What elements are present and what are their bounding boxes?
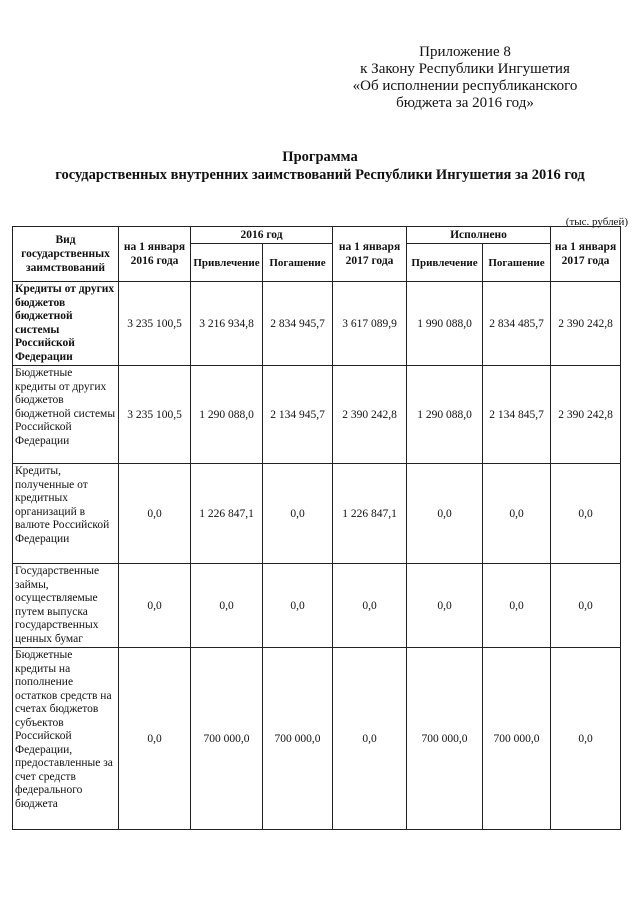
cell-value: 1 226 847,1 (333, 464, 407, 564)
header-jan-2016: на 1 января 2016 года (119, 227, 191, 282)
header-repayment-executed: Погашение (483, 244, 551, 282)
cell-value: 0,0 (119, 464, 191, 564)
header-repayment: Погашение (263, 244, 333, 282)
row-label: Бюджетные кредиты на пополнение остатков средств на счетах бюджетов субъектов Российской Федерации, предоставленные за счет средств федерального бюджета (13, 648, 119, 830)
row-label: Кредиты, полученные от кредитных организаций в валюте Российской Федерации (13, 464, 119, 564)
table-row (13, 282, 621, 366)
cell-value: 1 226 847,1 (191, 464, 263, 564)
cell-value: 2 834 945,7 (263, 282, 333, 366)
row-label: Кредиты от других бюджетов бюджетной системы Российской Федерации (13, 282, 119, 366)
header-jan-2017: на 1 января 2017 года (333, 227, 407, 282)
cell-value: 0,0 (551, 648, 621, 830)
header-year-2016: 2016 год (191, 227, 333, 244)
cell-value: 2 834 485,7 (483, 282, 551, 366)
cell-value: 2 390 242,8 (551, 366, 621, 464)
cell-value: 3 235 100,5 (119, 282, 191, 366)
cell-value: 3 617 089,9 (333, 282, 407, 366)
header-borrowing-type: Вид государственных заимствований (13, 227, 119, 282)
appendix-line: к Закону Республики Ингушетия (360, 61, 570, 77)
cell-value: 0,0 (333, 648, 407, 830)
header-executed: Исполнено (407, 227, 551, 244)
header-attraction: Привлечение (191, 244, 263, 282)
cell-value: 1 290 088,0 (407, 366, 483, 464)
cell-value: 2 134 945,7 (263, 366, 333, 464)
header-attraction-executed: Привлечение (407, 244, 483, 282)
appendix-line: Приложение 8 (419, 44, 511, 60)
document-title (0, 148, 640, 184)
cell-value: 2 390 242,8 (333, 366, 407, 464)
cell-value: 0,0 (407, 564, 483, 648)
cell-value: 0,0 (263, 464, 333, 564)
title-line-1: Программа (282, 149, 358, 165)
table-row (13, 366, 621, 464)
cell-value: 0,0 (483, 564, 551, 648)
cell-value: 0,0 (407, 464, 483, 564)
cell-value: 0,0 (483, 464, 551, 564)
row-label: Бюджетные кредиты от других бюджетов бюджетной системы Российской Федерации (13, 366, 119, 464)
cell-value: 0,0 (263, 564, 333, 648)
cell-value: 0,0 (333, 564, 407, 648)
cell-value: 0,0 (119, 648, 191, 830)
table-row (13, 648, 621, 830)
cell-value: 1 990 088,0 (407, 282, 483, 366)
table-row (13, 564, 621, 648)
cell-value: 1 290 088,0 (191, 366, 263, 464)
cell-value: 3 216 934,8 (191, 282, 263, 366)
cell-value: 700 000,0 (263, 648, 333, 830)
cell-value: 2 134 845,7 (483, 366, 551, 464)
cell-value: 3 235 100,5 (119, 366, 191, 464)
units-note: (тыс. рублей) (565, 216, 628, 228)
cell-value: 0,0 (191, 564, 263, 648)
title-line-2: государственных внутренних заимствований Республики Ингушетия за 2016 год (55, 167, 585, 183)
cell-value: 2 390 242,8 (551, 282, 621, 366)
header-jan-2017-actual: на 1 января 2017 года (551, 227, 621, 282)
appendix-line: бюджета за 2016 год» (396, 95, 534, 111)
borrowing-program-table (12, 226, 621, 830)
row-label: Государственные займы, осуществляемые путем выпуска государственных ценных бумаг (13, 564, 119, 648)
cell-value: 0,0 (551, 564, 621, 648)
cell-value: 700 000,0 (407, 648, 483, 830)
cell-value: 700 000,0 (191, 648, 263, 830)
table-row (13, 464, 621, 564)
cell-value: 700 000,0 (483, 648, 551, 830)
cell-value: 0,0 (119, 564, 191, 648)
appendix-header (330, 44, 600, 112)
appendix-line: «Об исполнении республиканского (352, 78, 578, 94)
cell-value: 0,0 (551, 464, 621, 564)
